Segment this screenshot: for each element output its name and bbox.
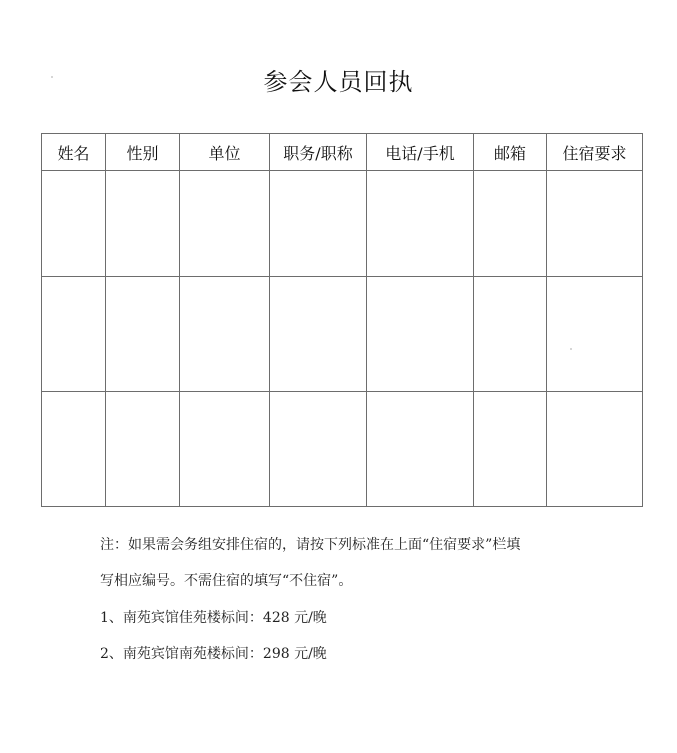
table-cell: [42, 392, 106, 507]
table-row: [42, 392, 643, 507]
table-cell: [367, 392, 474, 507]
header-organization: 单位: [180, 134, 270, 171]
scan-speck: [51, 76, 53, 78]
table-cell: [270, 171, 367, 277]
header-email: 邮箱: [474, 134, 547, 171]
table-cell: [106, 392, 180, 507]
table-cell: [474, 171, 547, 277]
table-cell: [547, 392, 643, 507]
table-cell: [367, 277, 474, 392]
table-cell: [180, 171, 270, 277]
table-cell: [474, 392, 547, 507]
table-row: [42, 171, 643, 277]
table-cell: [106, 171, 180, 277]
header-phone-mobile: 电话/手机: [367, 134, 474, 171]
table-cell: [367, 171, 474, 277]
table-cell: [42, 277, 106, 392]
note-line-1: 注：如果需会务组安排住宿的，请按下列标准在上面“住宿要求”栏填: [100, 537, 521, 553]
note-line-2: 写相应编号。不需住宿的填写“不住宿”。: [100, 573, 353, 589]
table-header-row: [42, 134, 643, 171]
table-cell: [270, 392, 367, 507]
table-cell: [547, 171, 643, 277]
table-cell: [42, 171, 106, 277]
table-cell: [474, 277, 547, 392]
table-cell: [106, 277, 180, 392]
table-cell: [547, 277, 643, 392]
accommodation-option-2: 2、南苑宾馆南苑楼标间：298 元/晚: [100, 646, 327, 662]
scan-speck: [570, 348, 572, 350]
table-row: [42, 277, 643, 392]
accommodation-option-1: 1、南苑宾馆佳苑楼标间：428 元/晚: [100, 610, 327, 626]
attendee-receipt-table: [41, 133, 643, 507]
header-accommodation: 住宿要求: [547, 134, 643, 171]
header-name: 姓名: [42, 134, 106, 171]
page-title: 参会人员回执: [263, 68, 414, 96]
table-cell: [270, 277, 367, 392]
header-position-title: 职务/职称: [270, 134, 367, 171]
header-gender: 性别: [106, 134, 180, 171]
table-cell: [180, 392, 270, 507]
table-cell: [180, 277, 270, 392]
